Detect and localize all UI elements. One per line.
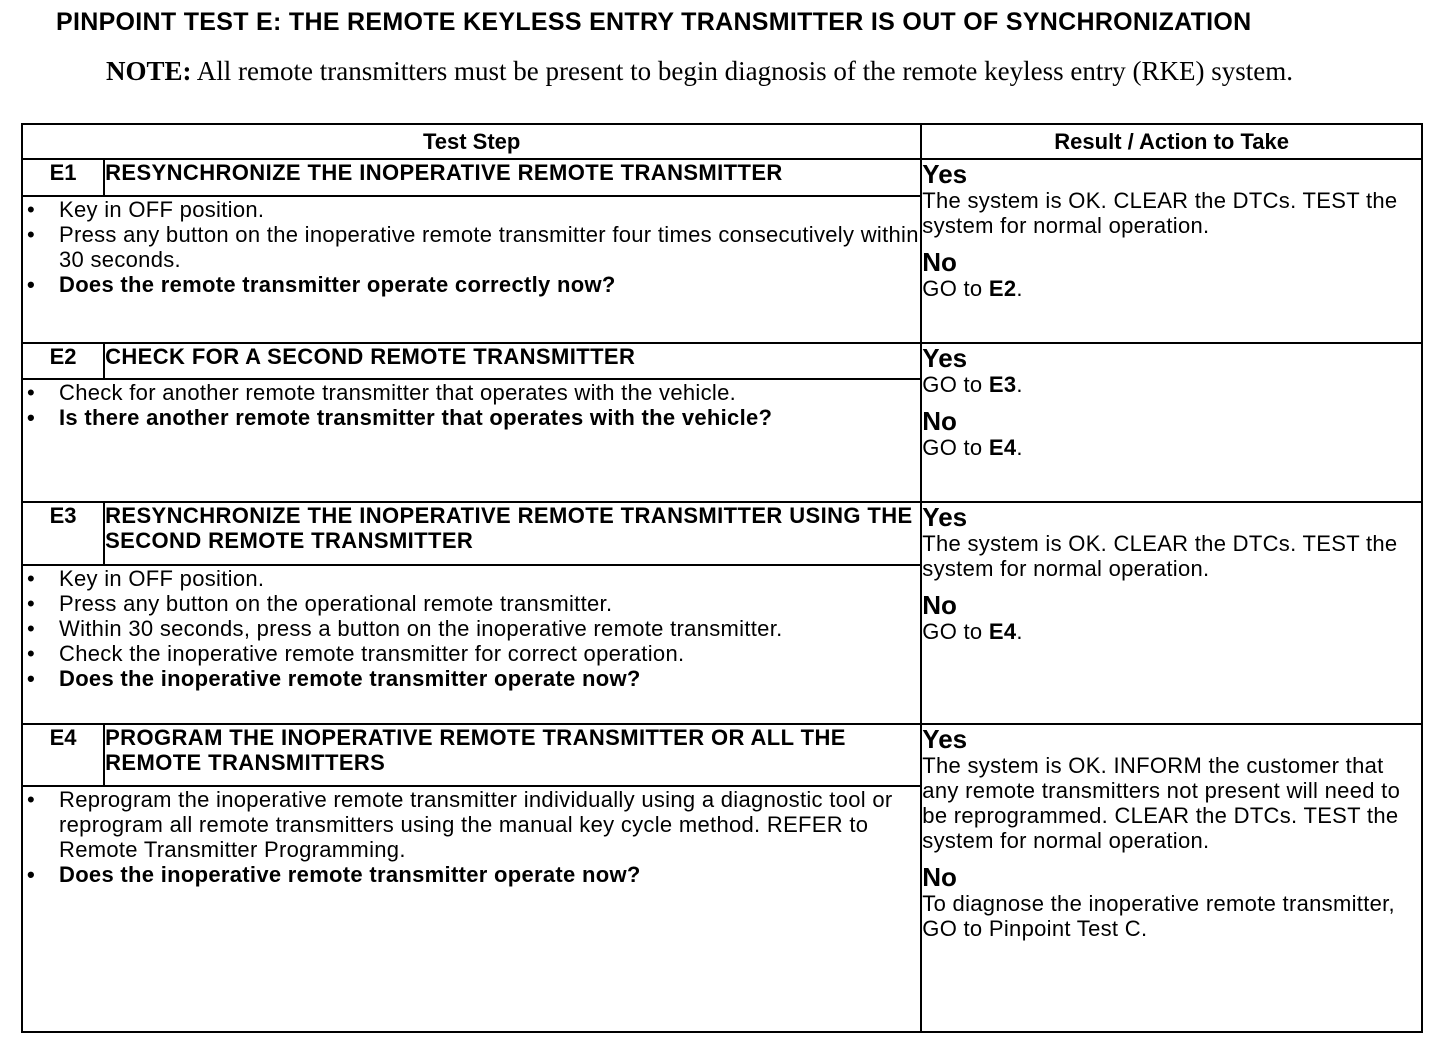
question-text: Does the inoperative remote transmitter operate now? xyxy=(59,665,641,691)
no-text xyxy=(922,619,1421,644)
step-body xyxy=(22,565,921,724)
step-result xyxy=(921,159,1422,343)
yes-label: Yes xyxy=(922,159,968,189)
bullet-icon: • xyxy=(26,405,35,431)
bullet-item xyxy=(26,787,920,862)
yes-text: The system is OK. CLEAR the DTCs. TEST the system for normal operation. xyxy=(922,188,1398,238)
step-heading: RESYNCHRONIZE THE INOPERATIVE REMOTE TRANSMITTER xyxy=(104,159,921,196)
no-label: No xyxy=(922,590,957,620)
step-id: E2 xyxy=(22,343,104,379)
bullet-question xyxy=(26,272,920,298)
question-text: Does the remote transmitter operate correctly now? xyxy=(59,272,616,298)
bullet-question xyxy=(26,665,920,691)
yes-prefix: GO to xyxy=(922,372,989,397)
bullet-text: Check for another remote transmitter that operates with the vehicle. xyxy=(59,380,737,406)
yes-suffix: . xyxy=(1016,372,1023,397)
bullet-item xyxy=(26,222,920,273)
yes-label: Yes xyxy=(922,724,968,754)
question-text: Does the inoperative remote transmitter operate now? xyxy=(59,862,641,887)
step-heading: RESYNCHRONIZE THE INOPERATIVE REMOTE TRANSMITTER USING THE SECOND REMOTE TRANSMITTER xyxy=(104,502,921,565)
no-label: No xyxy=(922,406,957,436)
pinpoint-test-table xyxy=(21,123,1423,1033)
no-ref: E4 xyxy=(988,435,1017,460)
no-prefix: GO to xyxy=(922,276,989,301)
step-result xyxy=(921,343,1422,502)
bullet-icon: • xyxy=(26,272,35,298)
bullet-text: Within 30 seconds, press a button on the inoperative remote transmitter. xyxy=(59,615,783,641)
yes-ref: E3 xyxy=(988,372,1017,397)
bullet-item xyxy=(26,380,920,406)
step-e3 xyxy=(22,502,1422,724)
page-title: PINPOINT TEST E: THE REMOTE KEYLESS ENTRY TRANSMITTER IS OUT OF SYNCHRONIZATION xyxy=(56,8,1252,36)
bullet-item xyxy=(26,565,920,591)
bullet-question xyxy=(26,862,920,887)
bullet-icon: • xyxy=(26,565,35,591)
table-header-row xyxy=(22,124,1422,159)
step-e4 xyxy=(22,724,1422,1032)
step-id: E1 xyxy=(22,159,104,196)
no-text xyxy=(922,435,1421,460)
bullet-item xyxy=(26,640,920,666)
yes-label: Yes xyxy=(922,343,968,373)
note xyxy=(106,56,1326,87)
no-suffix: . xyxy=(1016,276,1023,301)
step-body xyxy=(22,379,921,502)
step-body xyxy=(22,786,921,1032)
bullet-icon: • xyxy=(26,197,35,223)
bullet-item xyxy=(26,197,920,223)
bullet-text: Key in OFF position. xyxy=(59,197,265,223)
no-ref: E2 xyxy=(988,276,1017,301)
yes-text xyxy=(922,372,1421,397)
step-heading: PROGRAM THE INOPERATIVE REMOTE TRANSMITTER OR ALL THE REMOTE TRANSMITTERS xyxy=(104,724,921,786)
note-text: All remote transmitters must be present to begin diagnosis of the remote keyless entry (RKE) system. xyxy=(191,56,1294,86)
bullet-text: Press any button on the inoperative remote transmitter four times consecutively within 30 seconds. xyxy=(59,222,919,273)
bullet-icon: • xyxy=(26,590,35,616)
no-text: To diagnose the inoperative remote transmitter, GO to Pinpoint Test C. xyxy=(922,891,1395,941)
no-label: No xyxy=(922,862,957,892)
yes-text: The system is OK. CLEAR the DTCs. TEST the system for normal operation. xyxy=(922,531,1398,581)
no-text xyxy=(922,276,1421,301)
step-heading: CHECK FOR A SECOND REMOTE TRANSMITTER xyxy=(104,343,921,379)
step-e2 xyxy=(22,343,1422,502)
bullet-text: Press any button on the operational remote transmitter. xyxy=(59,590,613,616)
bullet-text: Check the inoperative remote transmitter for correct operation. xyxy=(59,640,685,666)
no-suffix: . xyxy=(1016,435,1023,460)
no-suffix: . xyxy=(1016,619,1023,644)
bullet-icon: • xyxy=(26,787,35,812)
note-label: NOTE: xyxy=(106,56,192,86)
no-label: No xyxy=(922,247,957,277)
no-ref: E4 xyxy=(988,619,1017,644)
no-prefix: GO to xyxy=(922,435,989,460)
bullet-question xyxy=(26,405,920,431)
bullet-icon: • xyxy=(26,640,35,666)
step-id: E4 xyxy=(22,724,104,786)
bullet-icon: • xyxy=(26,665,35,691)
yes-label: Yes xyxy=(922,502,968,532)
yes-text: The system is OK. INFORM the customer that any remote transmitters not present will need to be reprogrammed. CLEAR the DTCs. TEST the system for normal operation. xyxy=(922,753,1401,853)
no-prefix: GO to xyxy=(922,619,989,644)
bullet-text: Key in OFF position. xyxy=(59,565,265,591)
step-body xyxy=(22,196,921,343)
bullet-icon: • xyxy=(26,615,35,641)
header-test-step: Test Step xyxy=(22,124,921,159)
step-result xyxy=(921,502,1422,724)
step-result xyxy=(921,724,1422,1032)
bullet-text: Reprogram the inoperative remote transmitter individually using a diagnostic tool or reprogram all remote transmitters using the manual key cycle method. REFER to Remote Transmitter Programming. xyxy=(59,787,893,862)
question-text: Is there another remote transmitter that operates with the vehicle? xyxy=(59,405,773,431)
bullet-icon: • xyxy=(26,380,35,406)
bullet-item xyxy=(26,590,920,616)
bullet-icon: • xyxy=(26,862,35,887)
bullet-icon: • xyxy=(26,222,35,248)
step-e1 xyxy=(22,159,1422,343)
bullet-item xyxy=(26,615,920,641)
header-result: Result / Action to Take xyxy=(921,124,1422,159)
step-id: E3 xyxy=(22,502,104,565)
